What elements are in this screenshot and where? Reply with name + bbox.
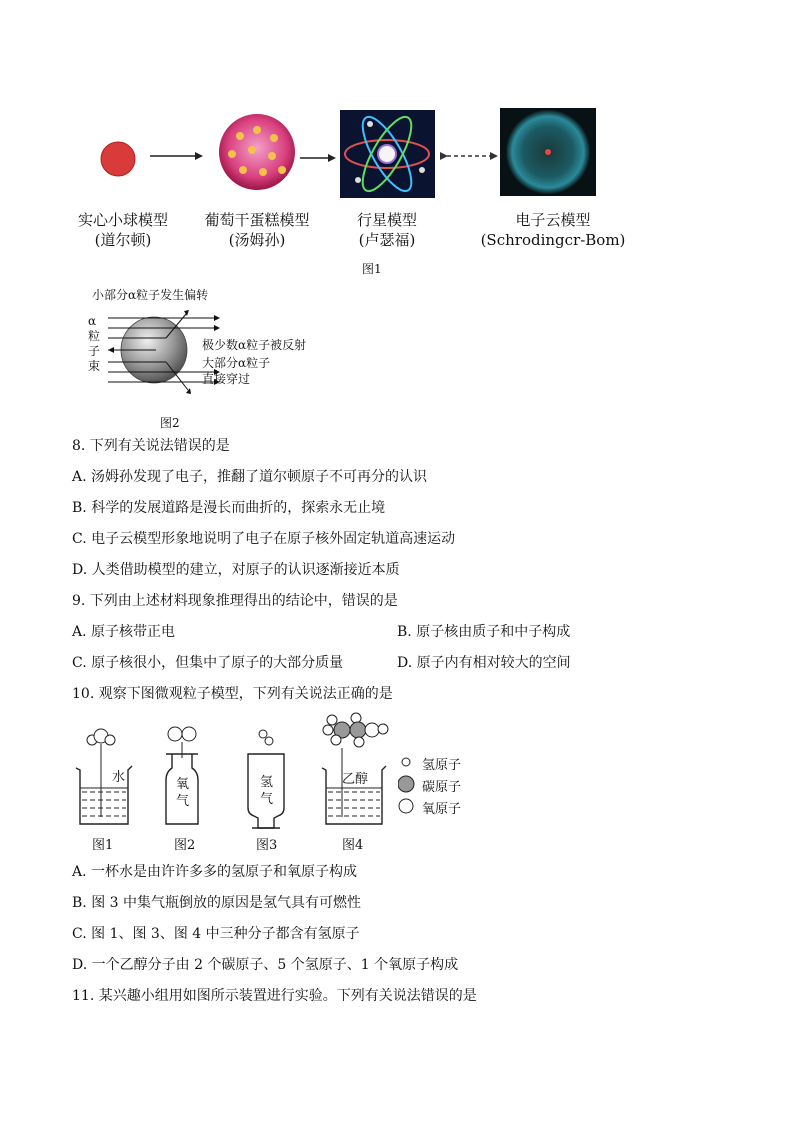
- legend-carbon: 碳原子: [422, 780, 462, 795]
- q9-option-d: D. 原子内有相对较大的空间: [397, 655, 571, 671]
- fig1-label: 水: [112, 770, 126, 785]
- model-4-author: (Schrodingcr-Bom): [480, 231, 626, 249]
- ethanol-h-4: [378, 724, 388, 734]
- legend-carbon-symbol: [398, 776, 414, 792]
- beam-char-3: 子: [88, 344, 101, 358]
- model-4-name: 电子云模型: [515, 211, 591, 229]
- model-3-name: 行星模型: [356, 211, 417, 229]
- ethanol-h-6: [354, 737, 364, 747]
- beam-char-4: 束: [88, 359, 101, 373]
- legend-hydrogen: 氢原子: [422, 758, 462, 773]
- q10-option-c: C. 图 1、图 3、图 4 中三种分子都含有氢原子: [72, 926, 360, 942]
- q10-stem: 10. 观察下图微观粒子模型，下列有关说法正确的是: [72, 686, 393, 702]
- pass-label-1: 大部分α粒子: [202, 356, 271, 370]
- fig3-label: 氢 气: [260, 775, 274, 807]
- model-2-name: 葡萄干蛋糕模型: [204, 211, 310, 229]
- q9-option-b: B. 原子核由质子和中子构成: [397, 624, 571, 640]
- electron-cloud-model-image: [500, 108, 596, 196]
- q10-option-b: B. 图 3 中集气瓶倒放的原因是氢气具有可燃性: [72, 895, 361, 911]
- fig1-caption: 图1: [92, 838, 114, 853]
- model-1-name: 实心小球模型: [77, 211, 168, 229]
- arrow-3: [440, 152, 498, 160]
- q9-option-a: A. 原子核带正电: [72, 624, 176, 640]
- ethanol-h-2: [351, 713, 361, 723]
- arrow-2: [300, 154, 336, 162]
- fig2-caption: 图2: [174, 838, 196, 853]
- q8-option-a: A. 汤姆孙发现了电子，推翻了道尔顿原子不可再分的认识: [72, 469, 428, 485]
- ethanol-c-2: [350, 722, 366, 738]
- ethanol-h-3: [323, 725, 333, 735]
- q8-option-d: D. 人类借助模型的建立，对原子的认识逐渐接近本质: [72, 562, 400, 578]
- q10-option-a: A. 一杯水是由许许多多的氢原子和氧原子构成: [72, 864, 358, 880]
- legend-oxygen-symbol: [399, 799, 413, 813]
- figure-1: [60, 100, 680, 280]
- hydrogen-atom-1: [259, 730, 267, 738]
- oxygen-atom-1: [168, 727, 182, 741]
- fig2-label: 氧 气: [176, 777, 190, 809]
- plum-pudding-model-image: [219, 114, 295, 190]
- model-2-author: (汤姆孙): [228, 231, 286, 249]
- beam-char-2: 粒: [88, 329, 101, 343]
- legend-hydrogen-symbol: [402, 758, 410, 766]
- q8-option-b: B. 科学的发展道路是漫长而曲折的，探索永无止境: [72, 500, 386, 516]
- reflect-label: 极少数α粒子被反射: [202, 338, 307, 352]
- figure-1-caption: 图1: [362, 262, 382, 276]
- q8-option-c: C. 电子云模型形象地说明了电子在原子核外固定轨道高速运动: [72, 531, 456, 547]
- model-2-caption: [192, 210, 322, 250]
- beam-char-1: α: [88, 314, 97, 328]
- pass-label-2: 直接穿过: [202, 372, 251, 386]
- legend-symbols: [398, 752, 420, 822]
- model-1-caption: [68, 210, 178, 250]
- planetary-model-image: [340, 110, 435, 198]
- q9-option-c: C. 原子核很小，但集中了原子的大部分质量: [72, 655, 344, 671]
- figure-2-caption: 图2: [160, 416, 180, 430]
- fig4-label: 乙醇: [342, 772, 369, 787]
- legend-oxygen: 氧原子: [422, 802, 462, 817]
- alpha-beam-label: [88, 314, 102, 374]
- model-4-caption: [478, 210, 628, 250]
- figure-1-graphics: [60, 100, 680, 210]
- water-h-atom-2: [105, 735, 115, 745]
- fig4-caption: 图4: [342, 838, 364, 853]
- q8-stem: 8. 下列有关说法错误的是: [72, 438, 230, 454]
- hydrogen-atom-2: [265, 737, 273, 745]
- deflect-label: 小部分α粒子发生偏转: [92, 288, 209, 302]
- ethanol-h-1: [327, 715, 337, 725]
- q10-figure: [70, 712, 490, 854]
- q9-stem: 9. 下列由上述材料现象推理得出的结论中，错误的是: [72, 593, 398, 609]
- model-1-author: (道尔顿): [94, 231, 152, 249]
- q10-option-d: D. 一个乙醇分子由 2 个碳原子、5 个氢原子、1 个氧原子构成: [72, 957, 459, 973]
- q11-stem: 11. 某兴趣小组用如图所示装置进行实验。下列有关说法错误的是: [72, 988, 477, 1004]
- ethanol-o: [365, 723, 379, 737]
- model-3-author: (卢瑟福): [358, 231, 416, 249]
- arrow-1: [150, 152, 203, 160]
- solid-ball-model-image: [101, 142, 135, 176]
- oxygen-atom-2: [182, 727, 196, 741]
- figure-2: [84, 284, 344, 434]
- fig3-caption: 图3: [256, 838, 278, 853]
- model-3-caption: [332, 210, 442, 250]
- ethanol-h-5: [331, 735, 341, 745]
